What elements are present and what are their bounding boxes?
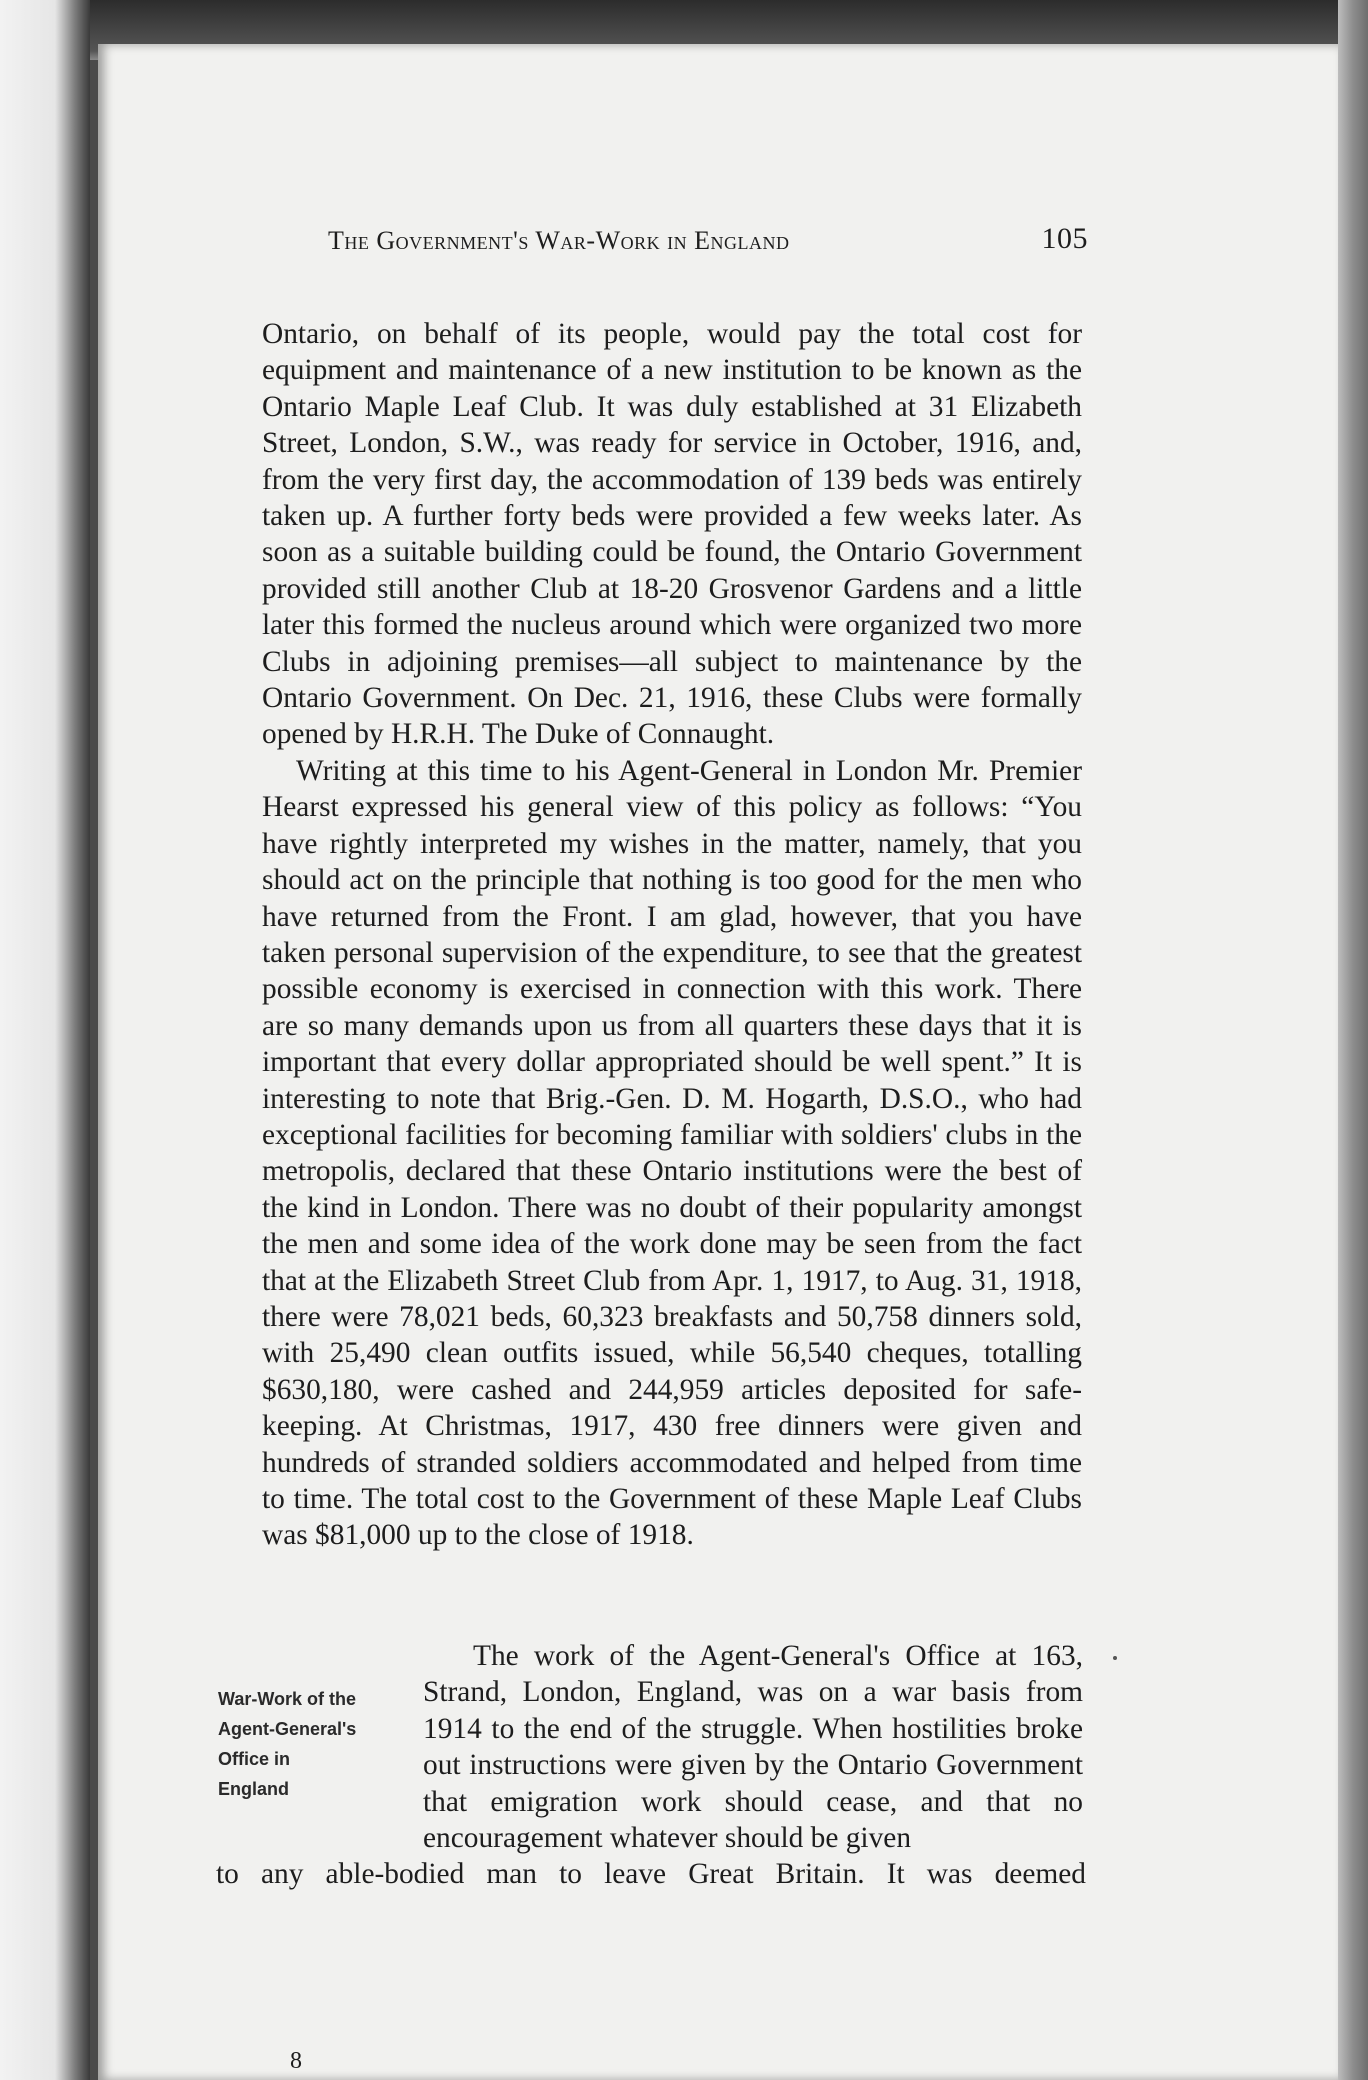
running-head bbox=[328, 222, 1088, 262]
book-right-edge bbox=[1338, 0, 1368, 2080]
paragraph-2: Writing at this time to his Agent-General in London Mr. Premier Hearst expressed his general view of this policy as follows: “You have rightly interpreted my wishes in the matter, namely, that you should act on the principle that nothing is too good for the men who have returned from the Front. I am glad, however, that you have taken personal supervision of the expenditure, to see that the greatest possible economy is exercised in connection with this work. There are so many demands upon us from all quarters these days that it is important that every dollar appropriated should be well spent.” It is interesting to note that Brig.-Gen. D. M. Hogarth, D.S.O., who had exceptional facilities for becoming familiar with soldiers' clubs in the metropolis, declared that these Ontario institutions were the best of the kind in London. There was no doubt of their popularity amongst the men and some idea of the work done may be seen from the fact that at the Elizabeth Street Club from Apr. 1, 1917, to Aug. 31, 1918, there were 78,021 beds, 60,323 breakfasts and 50,758 dinners sold, with 25,490 clean outfits issued, while 56,540 cheques, totalling $630,180, were cashed and 244,959 articles deposited for safe-keeping. At Christmas, 1917, 430 free dinners were given and hundreds of stranded soldiers accommodated and helped from time to time. The total cost to the Government of these Maple Leaf Clubs was $81,000 up to the close of 1918. bbox=[262, 754, 1082, 1552]
paragraph-1: Ontario, on behalf of its people, would pay the total cost for equipment and maintenance of a new institution to be known as the Ontario Maple Leaf Club. It was duly established at 31 Elizabeth Street, London, S.W., was ready for service in October, 1916, and, from the very first day, the accommodation of 139 beds was entirely taken up. A further forty beds were provided a few weeks later. As soon as a suitable building could be found, the Ontario Government provided still another Club at 18-20 Grosvenor Gardens and a little later this formed the nucleus around which were organized two more Clubs in adjoining premises—all subject to maintenance by the Ontario Government. On Dec. 21, 1916, these Clubs were formally opened by H.R.H. The Duke of Connaught. bbox=[262, 318, 1082, 751]
book-page bbox=[98, 44, 1338, 2080]
body-text bbox=[262, 316, 1082, 1554]
sidenote-paragraph: The work of the Agent-General's Office at 163, Strand, London, England, was on a war basis from 1914 to the end of the struggle. When hostilities broke out instructions were given by the Ontario Government that emigration work should cease, and that no encouragement whatever should be given bbox=[423, 1640, 1083, 1855]
book-left-edge bbox=[0, 0, 90, 2080]
scan-speck bbox=[1113, 1656, 1117, 1660]
paragraph-continuation: to any able-bodied man to leave Great Britain. It was deemed bbox=[216, 1858, 1086, 1890]
running-head-title: The Government's War-Work in England bbox=[328, 226, 790, 255]
marginal-sidenote: War-Work of the Agent-General's Office in England bbox=[218, 1689, 357, 1799]
page-number: 105 bbox=[1041, 222, 1088, 255]
signature-mark: 8 bbox=[290, 2048, 302, 2074]
page-content bbox=[168, 44, 1088, 2080]
